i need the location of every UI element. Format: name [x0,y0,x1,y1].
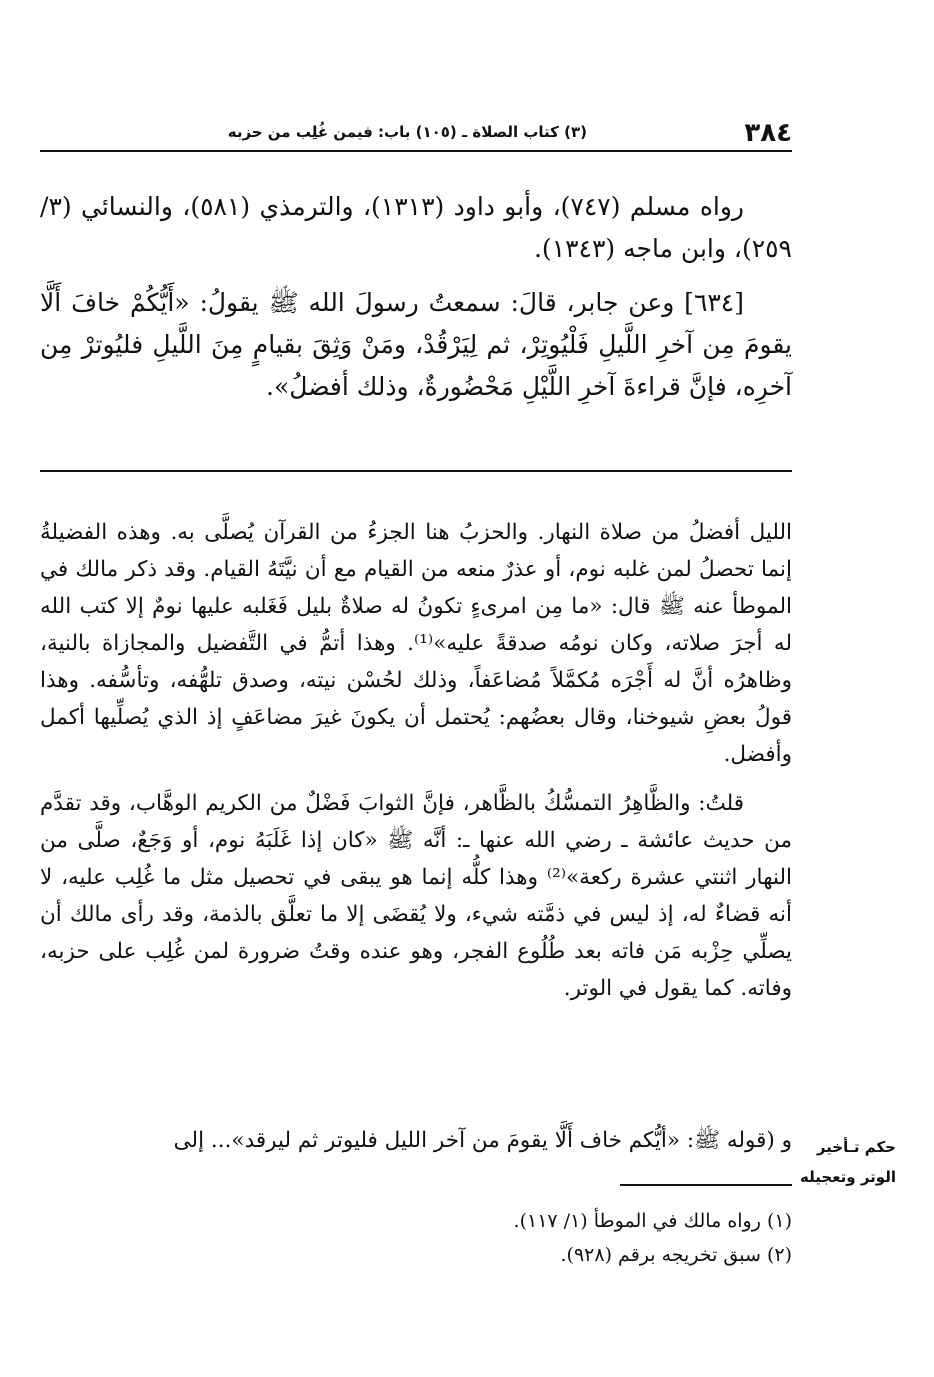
section-divider [40,470,792,472]
margin-heading: حكم تـأخير الوتر وتعجيله [800,1138,896,1186]
commentary-paragraph: الليل أفضلُ من صلاة النهار. والحزبُ هنا الجزءُ من القرآن يُصلَّى به. وهذه الفضيلةُ إنما تحصلُ لمن غلبه نوم، أو عذرٌ منعه من القيام مع أن نيَّتَهُ القيام. وقد ذكر مالك في الموطأ عنه ﷺ قال: «ما مِن امرىءٍ تكونُ له صلاةٌ بليل فَغَلبه عليها نومٌ إلا كتب الله له أجرَ صلاته، وكان نومُه صدقةً عليه»⁽¹⁾. وهذا أتمُّ في التَّفضيل والمجازاة بالنية، وظاهرُه أنَّ له أَجْرَه مُكمَّلاً مُضاعَفاً، وذلك لحُسْن نيته، وصدق تلهُّفه، وتأسُّفه. وهذا قولُ بعضِ شيوخنا، وقال بعضُهم: يُحتمل أن يكونَ غيرَ مضاعَفٍ إذ الذي يُصلِّيها أكمل وأفضل. [40,520,793,767]
commentary-text [40,514,792,1019]
commentary-final-line: و (قوله ﷺ: «أيُّكم خاف أَلَّا يقومَ من آخر الليل فليوتر ثم ليرقد»... إلى [173,1128,792,1153]
page-number: ٣٨٤ [744,118,792,148]
hadith-source-paragraph: رواه مسلم (٧٤٧)، وأبو داود (١٣١٣)، والترمذي (٥٨١)، والنسائي (٣/ ٢٥٩)، وابن ماجه (١٣٤٣). [40,192,792,263]
footnote-item: (٢) سبق تخريجه برقم (٩٢٨). [560,1244,792,1266]
footnote-item: (١) رواه مالك في الموطأ (١/ ١١٧). [513,1210,792,1232]
running-title: (٣) كتاب الصلاة ـ (١٠٥) باب: فيمن غُلِب من حزبه [227,123,587,141]
hadith-text [40,186,792,420]
commentary-paragraph: قلتُ: والظَّاهِرُ التمسُّكُ بالظَّاهر، فإنَّ الثوابَ فَضْلٌ من الكريم الوهَّاب، وقد تقدَّم من حديث عائشة ـ رضي الله عنها ـ: أنَّه ﷺ «كان إذا غَلَبَهُ نوم، أو وَجَعٌ، صلَّى من النهار اثنتي عشرة ركعة»⁽²⁾ وهذا كلُّه إنما هو يبقى في تحصيل مثل ما غُلِب عليه، لا أنه قضاءٌ له، إذ ليس في ذمَّته شيء، ولا يُقضَى إلا ما تعلَّق بالذمة، وقد رأى مالك أن يصلِّي حِزْبه مَن فاته بعد طُلُوع الفجر، وهو عنده وقتُ ضرورة لمن غُلِب على حزبه، وفاته. كما يقول في الوتر. [40,791,792,1001]
page-header [40,116,792,152]
hadith-paragraph: [٦٣٤] وعن جابر، قالَ: سمعتُ رسولَ الله ﷺ يقولُ: «أَيُّكُمْ خافَ أَلَّا يقومَ مِن آخرِ اللَّيلِ فَلْيُوتِرْ، ثم لِيَرْقُدْ، ومَنْ وَثِقَ بقيامٍ مِنَ اللَّيلِ فليُوترْ مِن آخرِه، فإنَّ قراءةَ آخرِ اللَّيْلِ مَحْضُورةٌ، وذلك أفضلُ». [40,288,792,401]
footnotes [40,1204,792,1272]
header-rule [40,150,792,152]
footnote-rule [620,1184,792,1186]
